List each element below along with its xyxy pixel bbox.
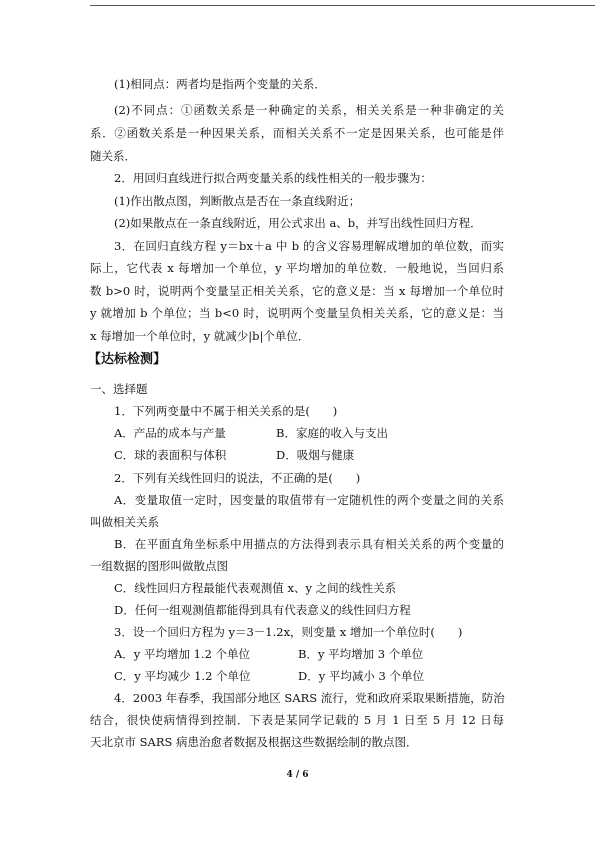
question-stem-cont: 天北京市 SARS 病患治愈者数据及根据这些数据绘制的散点图． (90, 735, 418, 749)
text-line: (2)如果散点在一条直线附近，用公式求出 a、b，并写出线性回归方程． (114, 216, 482, 230)
question-stem: 1．下列两变量中不属于相关关系的是( ) (114, 404, 338, 418)
header-rule (90, 5, 595, 6)
question-stem: 3．设一个回归方程为 y＝3－1.2x，则变量 x 增加一个单位时( ) (114, 625, 463, 639)
question-stem: 2．下列有关线性回归的说法，不正确的是( ) (114, 471, 361, 485)
text-line: 2．用回归直线进行拟合两变量关系的线性相关的一般步骤为： (114, 171, 432, 185)
text-line: x 每增加一个单位时，y 就减少|b|个单位． (90, 329, 310, 343)
section-title: 一、选择题 (90, 382, 148, 396)
option-d: D．吸烟与健康 (276, 448, 355, 462)
page-number: 4 / 6 (286, 770, 309, 780)
option-a: A．产品的成本与产量 (114, 426, 226, 440)
option-b: B．家庭的收入与支出 (276, 426, 388, 440)
section-heading: 【达标检测】 (88, 352, 167, 367)
question-stem-cont: 结合，很快使病情得到控制．下表是某同学记载的 5 月 1 日至 5 月 12 日每 (90, 713, 504, 727)
text-line: y 就增加 b 个单位；当 b<0 时，说明两个变量呈负相关关系，它的意义是：当 (90, 306, 504, 320)
option-a: A．变量取值一定时，因变量的取值带有一定随机性的两个变量之间的关系 (114, 493, 504, 507)
text-line: (2)不同点：①函数关系是一种确定的关系，相关关系是一种非确定的关 (114, 103, 504, 117)
option-c: C．线性回归方程最能代表观测值 x、y 之间的线性关系 (114, 581, 397, 595)
text-line: 系．②函数关系是一种因果关系，而相关关系不一定是因果关系，也可能是伴 (90, 126, 504, 140)
option-d: D．y 平均减小 3 个单位 (298, 669, 424, 683)
option-c: C．球的表面积与体积 (114, 448, 227, 462)
option-a: A．y 平均增加 1.2 个单位 (114, 647, 251, 661)
text-line: 际上，它代表 x 每增加一个单位，y 平均增加的单位数．一般地说，当回归系 (90, 261, 504, 275)
question-stem: 4．2003 年春季，我国部分地区 SARS 流行，党和政府采取果断措施，防治 (114, 691, 505, 705)
option-b-cont: 一组数据的图形叫做散点图 (90, 559, 228, 573)
option-a-cont: 叫做相关关系 (90, 515, 159, 529)
text-line: (1)作出散点图，判断散点是否在一条直线附近； (114, 194, 361, 208)
text-line: 随关系． (90, 149, 136, 163)
text-line: (1)相同点：两者均是指两个变量的关系． (114, 77, 326, 91)
option-b: B．在平面直角坐标系中用描点的方法得到表示具有相关关系的两个变量的 (114, 537, 504, 551)
text-line: 数 b>0 时，说明两个变量呈正相关关系，它的意义是：当 x 每增加一个单位时 (90, 284, 504, 298)
text-line: 3．在回归直线方程 y＝bx＋a 中 b 的含义容易理解成增加的单位数，而实 (114, 239, 504, 253)
option-c: C．y 平均减少 1.2 个单位 (114, 669, 251, 683)
option-b: B．y 平均增加 3 个单位 (298, 647, 424, 661)
option-d: D．任何一组观测值都能得到具有代表意义的线性回归方程 (114, 603, 411, 617)
